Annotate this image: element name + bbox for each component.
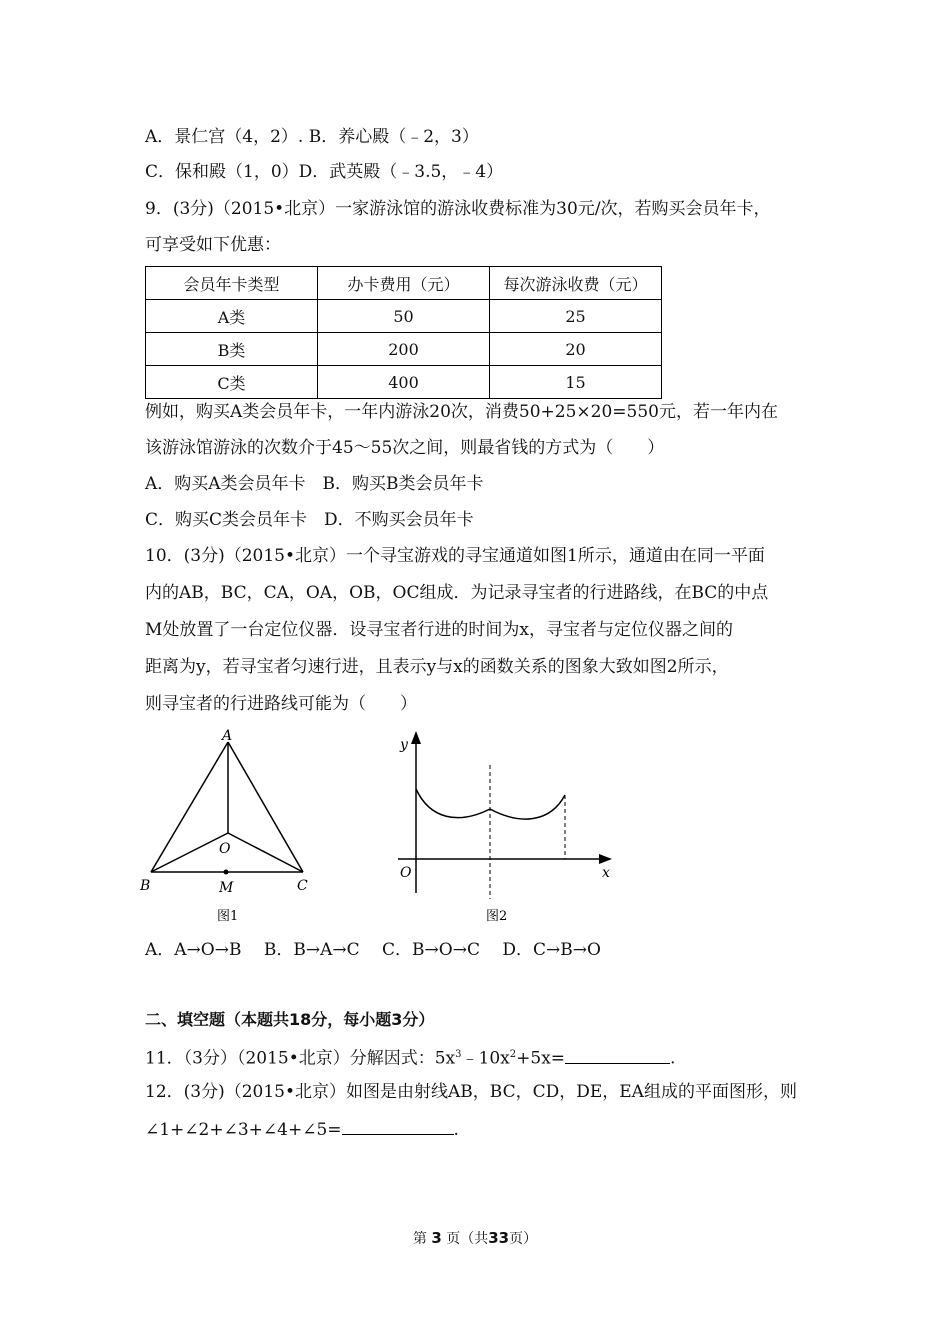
table-row	[146, 333, 662, 366]
table-cell: 15	[490, 366, 662, 399]
midpoint-m-dot	[224, 870, 229, 875]
label-o: O	[219, 841, 231, 857]
q9-example-line1: 例如，购买A类会员年卡，一年内游泳20次，消费50+25×20=550元，若一年内在	[145, 402, 778, 422]
label-m: M	[219, 880, 234, 896]
q11-period: .	[670, 1048, 676, 1069]
table-cell: 25	[490, 300, 662, 333]
q8-options-ab: A．景仁宫（4，2）. B．养心殿（﹣2，3）	[145, 127, 479, 147]
q11-exponent-3: 3	[455, 1049, 462, 1060]
footer-post: 页）	[509, 1231, 538, 1247]
table-header-cell: 每次游泳收费（元）	[490, 267, 662, 300]
page-footer	[0, 1228, 950, 1248]
q10-stem-line2: 内的AB，BC，CA，OA，OB，OC组成．为记录寻宝者的行进路线，在BC的中点	[145, 583, 769, 603]
table-row	[146, 300, 662, 333]
q9-options-ab: A．购买A类会员年卡 B．购买B类会员年卡	[145, 474, 484, 494]
q11-suffix: +5x=	[516, 1048, 566, 1069]
q11-middle: ﹣10x	[461, 1048, 510, 1069]
y-axis-arrow-icon	[411, 731, 421, 744]
q11-stem	[145, 1043, 675, 1071]
q11-answer-blank[interactable]	[565, 1047, 670, 1064]
q10-stem-line5: 则寻宝者的行进路线可能为（ ）	[145, 694, 417, 714]
q12-angle-sum: ∠1+∠2+∠3+∠4+∠5=	[145, 1120, 342, 1140]
q12-stem-line2	[145, 1118, 459, 1142]
q12-stem-line1: 12．(3分)（2015•北京）如图是由射线AB，BC，CD，DE，EA组成的平面图形，则	[145, 1082, 797, 1102]
y-axis-label: y	[400, 737, 408, 753]
footer-mid: 页（共	[446, 1231, 489, 1247]
table-cell: 200	[318, 333, 490, 366]
table-cell: 400	[318, 366, 490, 399]
table-cell: B类	[146, 333, 318, 366]
label-c: C	[297, 878, 308, 894]
q10-stem-line4: 距离为y，若寻宝者匀速行进，且表示y与x的函数关系的图象大致如图2所示，	[145, 657, 729, 677]
q11-prefix: 11．（3分）（2015•北京）分解因式：5x	[145, 1048, 456, 1069]
page-number: 3	[431, 1229, 442, 1247]
label-b: B	[140, 878, 151, 894]
figure-1-triangle	[135, 725, 325, 930]
x-axis-arrow-icon	[599, 854, 612, 864]
section-2-title: 二、填空题（本题共18分，每小题3分）	[145, 1010, 435, 1029]
x-axis-label: x	[602, 865, 610, 881]
table-row	[146, 366, 662, 399]
q10-options: A．A→O→B B．B→A→C C．B→O→C D．C→B→O	[145, 940, 601, 960]
figure-2-caption: 图2	[486, 909, 508, 924]
label-a: A	[222, 728, 233, 744]
figure-2-graph	[390, 727, 625, 930]
membership-fee-table	[145, 266, 662, 399]
q12-answer-blank[interactable]	[342, 1118, 454, 1135]
table-cell: 20	[490, 333, 662, 366]
table-cell: C类	[146, 366, 318, 399]
q9-stem-line2: 可享受如下优惠：	[145, 235, 281, 255]
table-header-cell: 办卡费用（元）	[318, 267, 490, 300]
table-cell: 50	[318, 300, 490, 333]
q10-stem-line1: 10．(3分)（2015•北京）一个寻宝游戏的寻宝通道如图1所示，通道由在同一平面	[145, 546, 765, 566]
table-header-cell: 会员年卡类型	[146, 267, 318, 300]
q9-example-line2: 该游泳馆游泳的次数介于45～55次之间，则最省钱的方式为（ ）	[145, 438, 665, 458]
q8-options-cd: C．保和殿（1，0）D．武英殿（﹣3.5，﹣4）	[145, 162, 504, 182]
footer-pre: 第	[412, 1231, 427, 1247]
q9-options-cd: C．购买C类会员年卡 D．不购买会员年卡	[145, 510, 474, 530]
table-header-row	[146, 267, 662, 300]
figure-1-caption: 图1	[217, 909, 239, 924]
q11-exponent-2: 2	[509, 1049, 517, 1060]
q12-period: .	[453, 1120, 459, 1140]
q9-stem-line1: 9．(3分)（2015•北京）一家游泳馆的游泳收费标准为30元/次，若购买会员年卡，	[145, 199, 771, 219]
q10-stem-line3: M处放置了一台定位仪器．设寻宝者行进的时间为x，寻宝者与定位仪器之间的	[145, 620, 733, 640]
table-cell: A类	[146, 300, 318, 333]
origin-label: O	[400, 865, 412, 881]
total-pages: 33	[488, 1229, 510, 1247]
